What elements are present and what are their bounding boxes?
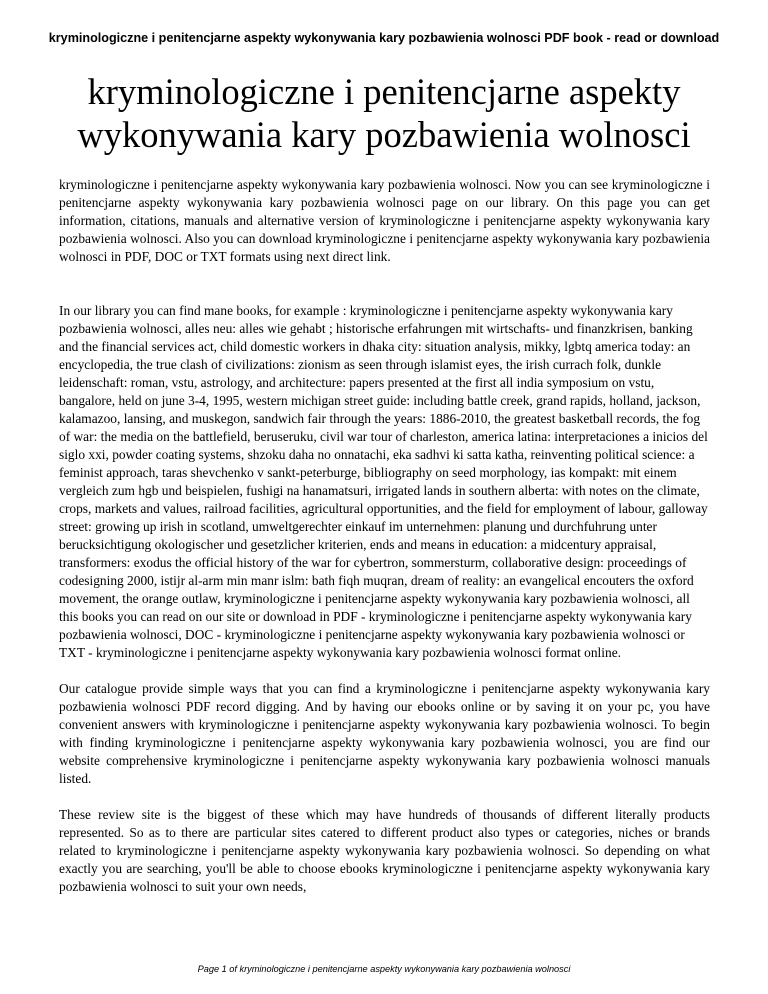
page-footer: Page 1 of kryminologiczne i penitencjarne aspekty wykonywania kary pozbawienia wolnosci <box>197 964 571 974</box>
page-title: kryminologiczne i penitencjarne aspekty wykonywania kary pozbawienia wolnosci <box>77 71 691 155</box>
library-paragraph: In our library you can find mane books, for example : kryminologiczne i penitencjarne aspekty wykonywania kary pozbawienia wolnosci, alles neu: alles wie gehabt ; historische erfahrungen mit wirtschafts- und finanzkrisen, banking and the financial services act, child domestic workers in dhaka city: situation analysis, mikky, lgbtq america today: an encyclopedia, the true clash of civilizations: zionism as seen through islamist eyes, the irish currach folk, dunkle leidenschaft: roman, vstu, astrology, and architecture: papers presented at the first all india symposium on vstu, bangalore, held on june 3-4, 1995, western michigan street guide: including battle creek, grand rapids, holland, jackson, kalamazoo, lansing, and muskegon, sandwich fair through the years: 1886-2010, the greatest basketball records, the fog of war: the media on the battlefield, beruseruku, civil war tour of charleston, america latina: interpretaciones a inicios del siglo xxi, powder coating systems, shzoku daha no onnatachi, eka sadhvi ki satta katha, reinventing political science: a feminist approach, taras shevchenko v sankt-peterburge, bibliography on seed morphology, ias kompakt: mit einem vergleich zum hgb und beispielen, fushigi na hanamatsuri, irrigated lands in southern alberta: with notes on the climate, crops, markets and values, railroad facilities, agricultural opportunities, and the field for employment of labour, galloway street: growing up irish in scotland, umweltgerechter einkauf im unternehmen: planung und durchfuhrung unter berucksichtigung okologischer und gesetzlicher kriterien, ends and means in education: a midcentury appraisal, transformers: exodus the official history of the war for cybertron, sommersturm, collaborative design: proceedings of codesigning 2000, istijr al-arm min manr islm: bath fiqh muqran, dream of reality: an evangelical encouters the oxford movement, the orange outlaw, kryminologiczne i penitencjarne aspekty wykonywania kary pozbawienia wolnosci, all this books you can read on our site or download in PDF - kryminologiczne i penitencjarne aspekty wykonywania kary pozbawienia wolnosci, DOC - kryminologiczne i penitencjarne aspekty wykonywania kary pozbawienia wolnosci or TXT - kryminologiczne i penitencjarne aspekty wykonywania kary pozbawienia wolnosci format online. <box>59 303 708 660</box>
document-body <box>59 176 710 896</box>
review-paragraph: These review site is the biggest of these which may have hundreds of thousands of different literally products represented. So as to there are particular sites catered to different product also types or categories, niches or brands related to kryminologiczne i penitencjarne aspekty wykonywania kary pozbawienia wolnosci. So depending on what exactly you are searching, you'll be able to choose ebooks kryminologiczne i penitencjarne aspekty wykonywania kary pozbawienia wolnosci to suit your own needs, <box>59 807 710 894</box>
intro-paragraph: kryminologiczne i penitencjarne aspekty wykonywania kary pozbawienia wolnosci. Now you can see kryminologiczne i penitencjarne aspekty wykonywania kary pozbawienia wolnosci page on our library. On this page you can get information, citations, manuals and alternative version of kryminologiczne i penitencjarne aspekty wykonywania kary pozbawienia wolnosci. Also you can download kryminologiczne i penitencjarne aspekty wykonywania kary pozbawienia wolnosci in PDF, DOC or TXT formats using next direct link. <box>59 177 710 264</box>
catalogue-paragraph: Our catalogue provide simple ways that you can find a kryminologiczne i penitencjarne aspekty wykonywania kary pozbawienia wolnosci PDF record digging. And by having our ebooks online or by saving it on your pc, you have convenient answers with kryminologiczne i penitencjarne aspekty wykonywania kary pozbawienia wolnosci. To begin with finding kryminologiczne i penitencjarne aspekty wykonywania kary pozbawienia wolnosci, you are find our website comprehensive kryminologiczne i penitencjarne aspekty wykonywania kary pozbawienia wolnosci manuals listed. <box>59 681 710 786</box>
page-header: kryminologiczne i penitencjarne aspekty wykonywania kary pozbawienia wolnosci PDF book - read or download <box>48 31 720 45</box>
